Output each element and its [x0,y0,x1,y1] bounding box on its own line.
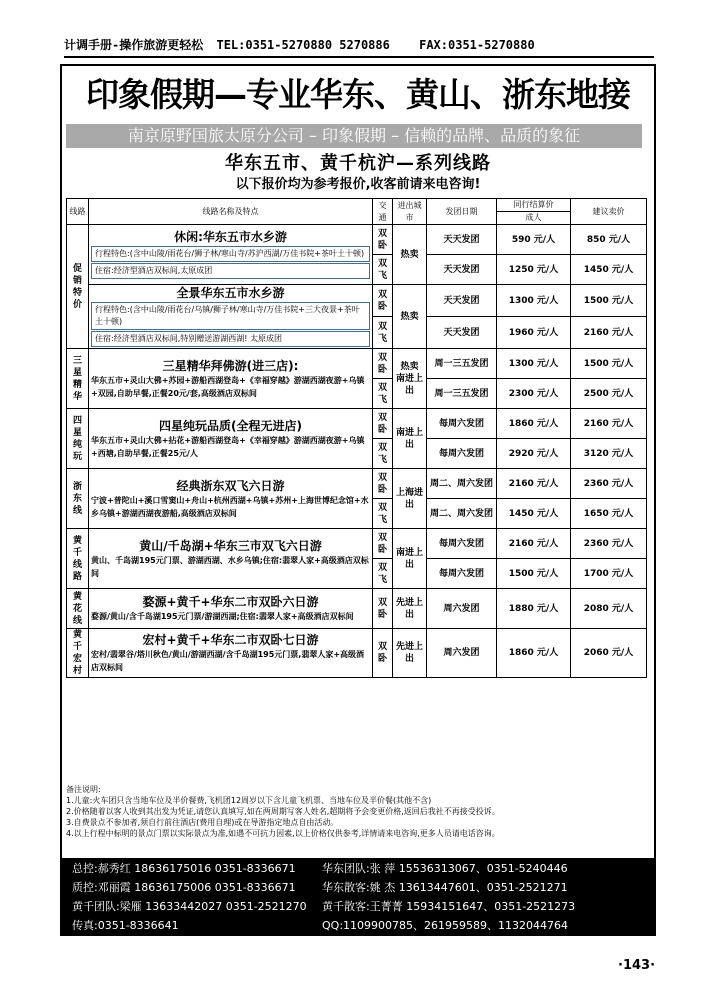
category-cell: 黄千宏村 [67,629,89,678]
departure-date-cell: 天天发团 [427,225,497,255]
departure-date-cell: 天天发团 [427,255,497,285]
route-cell [89,285,373,349]
table-row [67,469,647,499]
route-cell [89,225,373,285]
departure-city-cell: 热卖 [393,225,427,285]
header-bar [64,36,654,58]
route-features: 黄山、千岛湖195元门票、游湖西湖、水乡乌镇;住宿:翡翠人家+高级酒店双标间 [91,555,369,578]
table-body [67,225,647,678]
suggested-price-cell: 2160 元/人 [571,317,647,349]
header-adult: 成人 [497,212,571,225]
header-peer-price: 同行结算价 [497,199,571,212]
contact-entry: 质控:邓丽霞 18636175006 0351-8336671 [72,881,296,894]
route-features: 行程特色:(含中山陵/雨花台/乌镇/狮子林/寒山寺/万佳书院+三大夜景+茶叶土十顿) [91,302,370,330]
suggested-price-cell: 1700 元/人 [571,559,647,589]
table-row [67,225,647,255]
transport-cell: 双卧 [373,629,393,678]
transport-cell: 双飞 [373,317,393,349]
suggested-price-cell: 2060 元/人 [571,629,647,678]
departure-date-cell: 每周六发团 [427,409,497,439]
departure-date-cell: 周一三五发团 [427,379,497,409]
peer-price-cell: 1860 元/人 [497,409,571,439]
departure-date-cell: 每周六发团 [427,439,497,469]
peer-price-cell: 2300 元/人 [497,379,571,409]
table-row [67,529,647,559]
suggested-price-cell: 2080 元/人 [571,589,647,629]
route-name: 休闲:华东五市水乡游 [174,230,287,244]
peer-price-cell: 2160 元/人 [497,529,571,559]
route-features: 宁波+普陀山+溪口雪窦山+舟山+杭州西湖+乌镇+苏州+上海世博纪念馆+水乡乌镇+游湖西湖夜游船,高级酒店双标间 [91,495,369,518]
departure-date-cell: 周二、周六发团 [427,499,497,529]
suggested-price-cell: 2360 元/人 [571,469,647,499]
route-features: 婺源/黄山/含千岛湖195元门票/游湖西湖;住宿:翡翠人家+高级酒店双标间 [91,612,354,621]
transport-cell: 双卧 [373,349,393,379]
departure-city-cell: 热卖 [393,285,427,349]
suggested-price-cell: 1450 元/人 [571,255,647,285]
price-note: 以下报价均为参考报价,收客前请来电咨询! [235,177,481,192]
header-category: 线路 [67,199,89,225]
contact-block [60,858,656,936]
transport-cell: 双飞 [373,559,393,589]
category-cell: 三星精华 [67,349,89,409]
route-features: 宏村/翡翠谷/塔川秋色/黄山/游湖西湖/含千岛湖195元门票,翡翠人家+高级酒店双标间 [91,650,365,672]
suggested-price-cell: 1650 元/人 [571,499,647,529]
contact-entry: 黄千团队:梁雁 13633442027 0351-2521270 [72,900,307,913]
notes-item: 3.自费景点不参加者,须自行前往酒店(费用自理)或在导游指定地点自由活动。 [66,818,339,827]
peer-price-cell: 590 元/人 [497,225,571,255]
route-name: 三星精华拜佛游(进三店): [162,358,299,373]
transport-cell: 双飞 [373,499,393,529]
page-number: ·143· [618,958,656,973]
notes-item: 2.价格随着以客人收到其出发为凭证,请您认真填写,如在两周期写客人姓名,超期将予会变更价格,返回后我社不再接受投诉。 [66,807,500,816]
transport-cell: 双卧 [373,589,393,629]
header-departure-city: 进出城市 [393,199,427,225]
suggested-price-cell: 2160 元/人 [571,409,647,439]
main-title: 印象假期—专业华东、黄山、浙东地接 [86,75,630,114]
suggested-price-cell: 3120 元/人 [571,439,647,469]
route-cell [89,349,373,409]
departure-date-cell: 周二、周六发团 [427,469,497,499]
departure-date-cell: 周六发团 [427,589,497,629]
table-row [67,349,647,379]
route-name: 经典浙东双飞六日游 [176,478,285,493]
suggested-price-cell: 850 元/人 [571,225,647,255]
departure-date-cell: 周一三五发团 [427,349,497,379]
peer-price-cell: 1450 元/人 [497,499,571,529]
table-row [67,629,647,678]
peer-price-cell: 1250 元/人 [497,255,571,285]
peer-price-cell: 1860 元/人 [497,629,571,678]
price-table [66,198,647,678]
departure-city-cell: 热卖 南进上出 [393,349,427,409]
route-features: 华东五市+灵山大佛+苏园+游船西湖登岛+《幸福穿越》游湖西湖夜游+乌镇+双园,自助早餐,正餐20元/套,高级酒店双标间 [91,375,365,398]
route-name: 宏村+黄千+华东二市双卧七日游 [142,633,319,647]
suggested-price-cell: 2360 元/人 [571,529,647,559]
departure-city-cell: 上海进出 [393,469,427,529]
table-header-row [67,199,647,212]
route-cell [89,629,373,678]
contact-entry: 华东散客:姚 杰 13613447601、0351-2521271 [322,881,568,894]
notes-title: 备注说明: [66,785,101,794]
route-hotel: 住宿:经济型酒店双标间,特别赠送游湖西湖! 太原成团 [91,331,370,347]
category-cell: 黄千线路 [67,529,89,589]
peer-price-cell: 1500 元/人 [497,559,571,589]
notes-item: 4.以上行程中标明的景点门票以实际景点为准,如遇不可抗力因素,以上价格仅供参考,详情请来电咨询,更多人员请电话咨询。 [66,829,500,838]
route-cell [89,409,373,469]
route-name: 四星纯玩品质(全程无进店) [159,418,302,433]
notes-section [66,784,646,839]
header-transport: 交通 [373,199,393,225]
contact-entry: QQ:1109900785、261959589、1132044764 [322,919,568,932]
transport-cell: 双卧 [373,285,393,317]
contact-entry: 华东团队:张 萍 15536313067、0351-5240446 [322,862,568,875]
departure-date-cell: 天天发团 [427,285,497,317]
transport-cell: 双卧 [373,469,393,499]
route-features: 行程特色:(含中山陵/雨花台/狮子林/寒山寺/苏沪西湖/万佳书院+茶叶土十顿) [91,246,370,262]
departure-city-cell: 南进上出 [393,409,427,469]
route-cell [89,529,373,589]
departure-date-cell: 周六发团 [427,629,497,678]
transport-cell: 双飞 [373,255,393,285]
contact-entry: 黄千散客:王菁菁 15934151647、0351-2521273 [322,900,576,913]
company-band: 南京原野国旅太原分公司 – 印象假期 – 信赖的品牌、品质的象征 [66,124,642,148]
departure-date-cell: 每周六发团 [427,559,497,589]
departure-city-cell: 先进上出 [393,629,427,678]
category-cell: 促销特价 [67,225,89,349]
table-row [67,409,647,439]
transport-cell: 双卧 [373,225,393,255]
peer-price-cell: 1960 元/人 [497,317,571,349]
departure-city-cell: 先进上出 [393,589,427,629]
suggested-price-cell: 1500 元/人 [571,285,647,317]
transport-cell: 双飞 [373,439,393,469]
route-hotel: 住宿:经济型酒店双标间,太原成团 [91,263,370,279]
category-cell: 四星纯玩 [67,409,89,469]
transport-cell: 双飞 [373,379,393,409]
notes-item: 1.儿童:火车团只含当地车位及半价餐费,飞机团12周岁以下含儿童飞机票、当地车位及半价餐(其他不含) [66,796,432,805]
peer-price-cell: 2160 元/人 [497,469,571,499]
contact-entry: 传真:0351-8336641 [72,919,179,932]
transport-cell: 双卧 [373,529,393,559]
series-subtitle: 华东五市、黄千杭沪—系列线路 [225,153,491,174]
suggested-price-cell: 1500 元/人 [571,349,647,379]
header-route: 线路名称及特点 [89,199,373,225]
peer-price-cell: 1880 元/人 [497,589,571,629]
category-cell: 黄花线 [67,589,89,629]
contact-entry: 总控:郝秀红 18636175016 0351-8336671 [72,862,296,875]
suggested-price-cell: 2500 元/人 [571,379,647,409]
category-cell: 浙东线 [67,469,89,529]
header-departure-date: 发团日期 [427,199,497,225]
table-row [67,589,647,629]
route-name: 婺源+黄千+华东二市双卧六日游 [142,595,319,609]
peer-price-cell: 2920 元/人 [497,439,571,469]
route-name: 全景华东五市水乡游 [176,286,285,300]
ad-frame [60,64,656,860]
header-tel: TEL:0351-5270880 5270886 [216,38,390,52]
header-tagline: 计调手册-操作旅游更轻松 [64,38,204,52]
table-row [67,285,647,317]
departure-date-cell: 天天发团 [427,317,497,349]
route-cell [89,469,373,529]
header-suggested: 建议卖价 [571,199,647,225]
peer-price-cell: 1300 元/人 [497,285,571,317]
route-features: 华东五市+灵山大佛+拈花+游船西湖登岛+《幸福穿越》游湖西湖夜游+乌镇+西塘,自助早餐,正餐25元/人 [91,435,365,458]
departure-city-cell: 南进上出 [393,529,427,589]
transport-cell: 双卧 [373,409,393,439]
header-fax: FAX:0351-5270880 [419,38,535,52]
route-name: 黄山/千岛湖+华东三市双飞六日游 [139,538,322,553]
peer-price-cell: 1300 元/人 [497,349,571,379]
route-cell [89,589,373,629]
departure-date-cell: 每周六发团 [427,529,497,559]
